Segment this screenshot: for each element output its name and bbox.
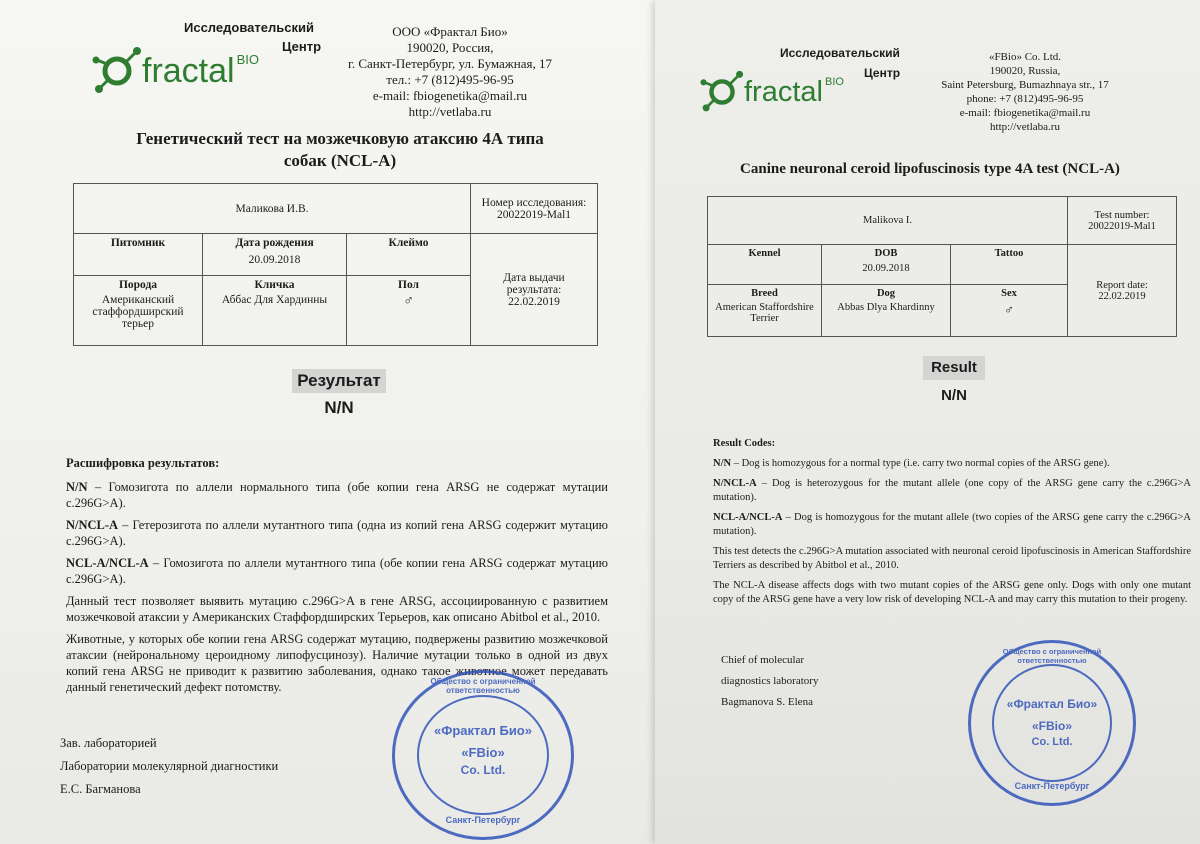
result-codes-section [66, 455, 608, 701]
code-description: – Dog is heterozygous for the mutant allele (one copy of the ARSG gene carry the c.296G>A mutation). [713, 478, 1191, 503]
owner-name: Маликова И.В. [235, 202, 309, 215]
breed-label: Breed [751, 288, 778, 299]
signature-block [60, 732, 278, 801]
male-sex-icon: ♂ [403, 294, 414, 309]
kennel-cell [708, 245, 822, 285]
report-title: Canine neuronal ceroid lipofuscinosis type 4A test (NCL-A) [740, 161, 1120, 177]
address-line: 190020, Russia, [989, 65, 1061, 77]
center-line2: Центр [864, 66, 901, 80]
test-number-cell [471, 184, 598, 234]
stamp-english-name: «FBio» [1031, 719, 1072, 733]
code-label: N/N [66, 480, 88, 494]
tattoo-cell [951, 245, 1068, 285]
address-line: http://vetlaba.ru [408, 104, 492, 119]
code-entry [713, 457, 1191, 471]
owner-cell [708, 197, 1068, 245]
stamp-co-ltd: Co. Ltd. [460, 763, 506, 777]
code-label: NCL-A/NCL-A [66, 556, 149, 570]
logo-superscript: BIO [824, 76, 844, 88]
owner-cell [74, 184, 471, 234]
address-block [330, 24, 570, 120]
dog-name-cell [822, 285, 951, 337]
breed-value: Американский стаффордширский терьер [92, 294, 184, 330]
result-value: N/N [324, 398, 354, 417]
code-description: – Гомозигота по аллели мутантного типа (обе копии гена ARSG содержат мутацию c.296G>A). [66, 556, 608, 586]
patient-info-table [707, 196, 1177, 337]
report-title [80, 128, 600, 172]
breed-value: American Staffordshire Terrier [715, 302, 814, 324]
sex-label: Sex [1001, 288, 1017, 299]
center-line1: Исследовательский [184, 20, 314, 35]
tattoo-cell [347, 234, 471, 276]
result-value: N/N [941, 387, 967, 404]
signer-title: Chief of molecular [721, 654, 805, 666]
title-line1: Генетический тест на мозжечковую атаксию 4А типа [136, 129, 544, 148]
report-date-cell [1068, 245, 1177, 337]
male-sex-icon: ♂ [1004, 302, 1014, 317]
disease-description-paragraph: The NCL-A disease affects dogs with two mutant copies of the ARSG gene only. Dogs with only one mutant copy of the ARSG gene have a very low risk of developing NCL-A and may carry this mutation to their progeny. [713, 580, 1191, 605]
stamp-company-name: «Фрактал Био» [434, 723, 532, 738]
logo-text: fractal [142, 51, 235, 90]
dog-name-label: Кличка [254, 279, 295, 291]
signer-lab: diagnostics laboratory [721, 675, 819, 687]
title-line2: собак (NCL-A) [283, 151, 397, 170]
stamp-city: Санкт-Петербург [445, 815, 521, 825]
code-entry [66, 479, 608, 511]
stamp-city: Санкт-Петербург [1014, 781, 1090, 791]
code-description: – Dog is homozygous for the mutant allele (two copies of the ARSG gene carry the c.296G>A mutation). [713, 512, 1191, 537]
dob-label: Дата рождения [235, 237, 314, 249]
dog-name-label: Dog [876, 288, 896, 299]
disease-description-paragraph: Животные, у которых обе копии гена ARSG содержат мутацию, подвержены развитию мозжечковой атаксии (нейрональному цероидному липофусцинозу). Наличие мутации только в одной из двух копий гена ARSG не приводит к развитию заболевания, однако такое животное может передавать данный генетический дефект потомству. [66, 632, 608, 694]
code-label: N/N [713, 458, 732, 469]
sex-cell [951, 285, 1068, 337]
code-entry [66, 517, 608, 549]
company-seal-stamp [392, 670, 574, 840]
breed-cell [74, 276, 203, 346]
dob-cell [203, 234, 347, 276]
code-label: NCL-A/NCL-A [713, 512, 783, 523]
test-number-value: 20022019-Mal1 [1088, 220, 1156, 232]
logo-superscript: BIO [236, 52, 259, 67]
fractal-molecule-logo-icon [700, 70, 744, 114]
breed-label: Порода [118, 279, 158, 291]
report-date-value: 22.02.2019 [508, 295, 560, 308]
result-codes-section [713, 437, 1191, 613]
sex-label: Пол [398, 279, 419, 291]
center-line2: Центр [282, 39, 322, 54]
fractal-molecule-logo-icon [92, 46, 142, 96]
code-label: N/NCL-A [713, 478, 757, 489]
code-entry [713, 477, 1191, 505]
code-entry [66, 555, 608, 587]
code-description: – Dog is homozygous for a normal type (i.e. carry two normal copies of the ARSG gene). [731, 458, 1110, 469]
codes-title: Result Codes: [713, 438, 776, 449]
fractal-bio-logo [700, 70, 844, 114]
tattoo-label: Tattoo [994, 248, 1024, 259]
stamp-ring-text: Общество с ограниченной ответственностью [1002, 647, 1102, 665]
test-number-value: 20022019-Mal1 [496, 208, 572, 221]
report-date-label: Дата выдачи результата: [503, 271, 565, 296]
address-line: Saint Petersburg, Bumazhnaya str., 17 [941, 79, 1109, 91]
address-line: 190020, Россия, [406, 40, 494, 55]
test-number-label: Номер исследования: [481, 196, 587, 209]
report-date-value: 22.02.2019 [1098, 290, 1146, 302]
signer-name: Bagmanova S. Elena [721, 696, 813, 708]
kennel-cell [74, 234, 203, 276]
signer-title: Зав. лабораторией [60, 736, 157, 750]
code-label: N/NCL-A [66, 518, 119, 532]
report-date-label: Report date: [1096, 279, 1148, 291]
tattoo-label: Клеймо [388, 237, 429, 249]
address-block [915, 50, 1135, 134]
test-description-paragraph: This test detects the c.296G>A mutation associated with neuronal ceroid lipofuscinosis in American Staffordshire Terriers as described by Abitbol et al., 2010. [713, 546, 1191, 571]
signature-block [721, 650, 818, 713]
logo-text: fractal [744, 75, 823, 108]
signer-lab: Лаборатории молекулярной диагностики [60, 759, 279, 773]
address-line: http://vetlaba.ru [990, 121, 1060, 133]
stamp-co-ltd: Co. Ltd. [1031, 736, 1073, 748]
center-line1: Исследовательский [780, 46, 900, 60]
test-number-cell [1068, 197, 1177, 245]
dog-name-cell [203, 276, 347, 346]
address-line: тел.: +7 (812)495-96-95 [386, 72, 514, 87]
dob-value: 20.09.2018 [862, 263, 910, 274]
address-line: e-mail: fbiogenetika@mail.ru [959, 107, 1091, 119]
stamp-company-name: «Фрактал Био» [1006, 697, 1098, 711]
owner-name: Malikova I. [863, 215, 912, 226]
test-number-label: Test number: [1094, 209, 1150, 221]
dob-label: DOB [874, 248, 898, 259]
address-line: «FBio» Co. Ltd. [988, 51, 1062, 63]
breed-cell [708, 285, 822, 337]
stamp-english-name: «FBio» [461, 745, 505, 760]
english-report-sheet [655, 0, 1200, 844]
kennel-label: Питомник [110, 237, 166, 249]
result-heading: Result [923, 356, 985, 380]
signer-name: Е.С. Багманова [60, 782, 141, 796]
address-line: phone: +7 (812)495-96-95 [966, 93, 1084, 105]
stamp-ring-text: Общество с ограниченной ответственностью [430, 677, 536, 695]
dob-value: 20.09.2018 [248, 254, 301, 266]
report-date-cell [471, 234, 598, 346]
code-description: – Гомозигота по аллели нормального типа (обе копии гена ARSG не содержат мутации c.296G>A). [66, 480, 608, 510]
patient-info-table [73, 183, 598, 346]
dog-name-value: Abbas Dlya Khardinny [837, 302, 935, 313]
address-line: г. Санкт-Петербург, ул. Бумажная, 17 [348, 56, 552, 71]
code-description: – Гетерозигота по аллели мутантного типа (одна из копий гена ARSG содержит мутацию c.296G>A). [66, 518, 608, 548]
sex-cell [347, 276, 471, 346]
fractal-bio-logo [92, 46, 259, 96]
test-description-paragraph: Данный тест позволяет выявить мутацию c.296G>A в гене ARSG, ассоциированную с развитием мозжечковой атаксии у Американских Стаффордширских Терьеров, как описано Abitbol et al., 2010. [66, 594, 608, 624]
code-entry [713, 511, 1191, 539]
kennel-label: Kennel [748, 248, 781, 259]
result-heading: Результат [292, 369, 386, 393]
dob-cell [822, 245, 951, 285]
dog-name-value: Аббас Для Хардинны [221, 294, 328, 306]
codes-title: Расшифровка результатов: [66, 456, 220, 470]
address-line: ООО «Фрактал Био» [392, 24, 508, 39]
company-seal-stamp [968, 640, 1136, 806]
address-line: e-mail: fbiogenetika@mail.ru [372, 88, 528, 103]
